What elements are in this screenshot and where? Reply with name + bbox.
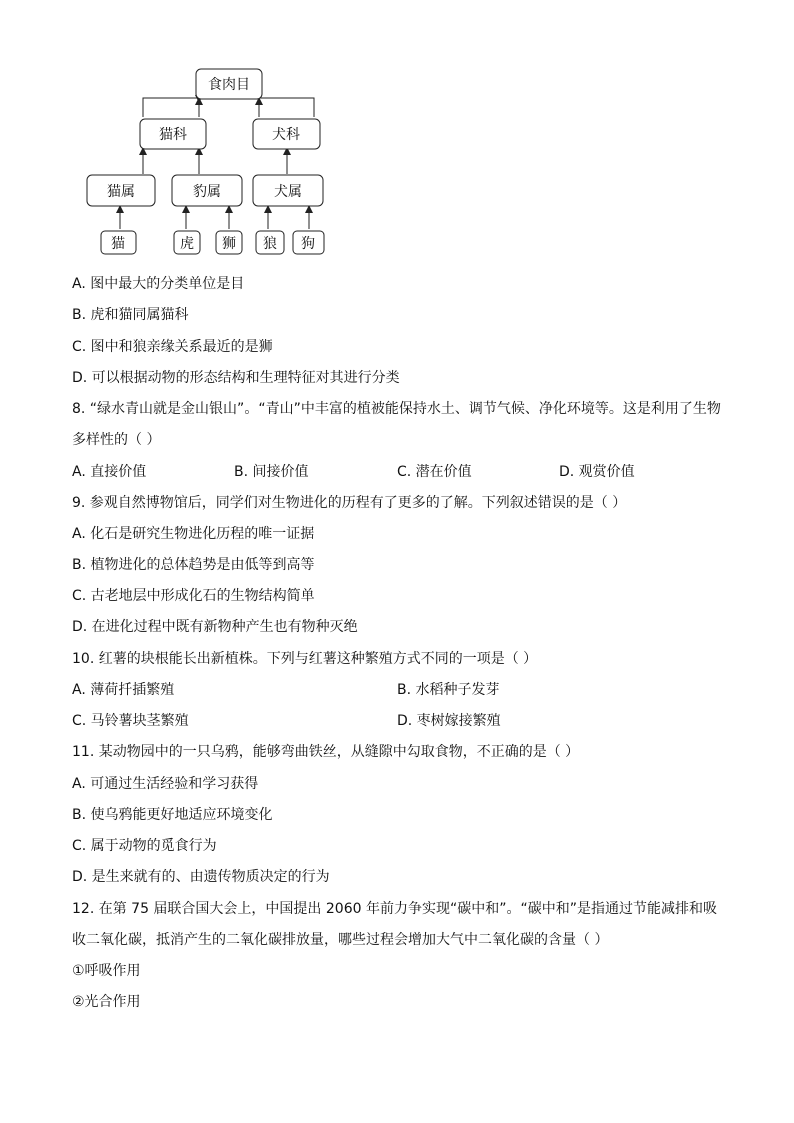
q10-option-b: B. 水稻种子发芽 <box>397 682 500 698</box>
q11-option-a: A. 可通过生活经验和学习获得 <box>72 776 259 792</box>
node-species-dog <box>293 231 324 254</box>
q8-stem-line1: 8. “绿水青山就是金山银山”。“青山”中丰富的植被能保持水土、调节气候、净化环境等。这是利用了生物 <box>72 401 721 417</box>
q11-stem: 11. 某动物园中的一只乌鸦，能够弯曲铁丝，从缝隙中勾取食物，不正确的是（ ） <box>72 744 580 760</box>
svg-text:犬科: 犬科 <box>272 127 300 143</box>
q9-option-b: B. 植物进化的总体趋势是由低等到高等 <box>72 557 315 573</box>
node-order <box>196 69 262 99</box>
q9-option-c: C. 古老地层中形成化石的生物结构简单 <box>72 588 315 604</box>
svg-text:猫: 猫 <box>111 236 125 252</box>
q9-option-d: D. 在进化过程中既有新物种产生也有物种灭绝 <box>72 619 358 635</box>
q12-item-2: ②光合作用 <box>72 994 141 1010</box>
q7-option-c: C. 图中和狼亲缘关系最近的是狮 <box>72 339 273 355</box>
q8-option-a: A. 直接价值 <box>72 464 147 480</box>
q12-stem-line1: 12. 在第 75 届联合国大会上，中国提出 2060 年前力争实现“碳中和”。“碳中和”是指通过节能减排和吸 <box>72 901 717 917</box>
edge-felidae-to-order <box>143 98 199 117</box>
q7-option-a: A. 图中最大的分类单位是目 <box>72 276 245 292</box>
svg-text:狮: 狮 <box>222 236 236 252</box>
q11-option-d: D. 是生来就有的、由遗传物质决定的行为 <box>72 869 330 885</box>
svg-text:虎: 虎 <box>180 236 194 252</box>
node-genus-canis <box>253 175 323 206</box>
q7-option-d: D. 可以根据动物的形态结构和生理特征对其进行分类 <box>72 370 400 386</box>
q10-option-a: A. 薄荷扦插繁殖 <box>72 682 175 698</box>
svg-text:狗: 狗 <box>301 236 315 252</box>
q10-option-c: C. 马铃薯块茎繁殖 <box>72 713 189 729</box>
node-family-canidae <box>253 119 320 149</box>
node-species-lion <box>216 231 242 254</box>
q8-option-b: B. 间接价值 <box>234 464 309 480</box>
q11-option-c: C. 属于动物的觅食行为 <box>72 838 217 854</box>
q8-stem-line2: 多样性的（ ） <box>72 432 161 448</box>
q7-option-b: B. 虎和猫同属猫科 <box>72 307 189 323</box>
svg-text:豹属: 豹属 <box>193 184 221 200</box>
q9-stem: 9. 参观自然博物馆后，同学们对生物进化的历程有了更多的了解。下列叙述错误的是（ ） <box>72 495 627 511</box>
node-species-tiger <box>174 231 200 254</box>
svg-text:猫属: 猫属 <box>107 184 135 200</box>
q10-option-d: D. 枣树嫁接繁殖 <box>397 713 501 729</box>
q12-item-1: ①呼吸作用 <box>72 963 141 979</box>
q9-option-a: A. 化石是研究生物进化历程的唯一证据 <box>72 526 315 542</box>
q8-option-c: C. 潜在价值 <box>397 464 472 480</box>
edge-canidae-to-order <box>259 98 314 117</box>
svg-text:犬属: 犬属 <box>274 184 302 200</box>
svg-text:狼: 狼 <box>263 236 277 252</box>
node-genus-panthera <box>172 175 242 206</box>
classification-diagram <box>0 0 794 260</box>
q11-option-b: B. 使乌鸦能更好地适应环境变化 <box>72 807 273 823</box>
q8-option-d: D. 观赏价值 <box>559 464 635 480</box>
node-genus-felis <box>87 175 155 206</box>
node-species-cat <box>101 231 136 254</box>
q10-stem: 10. 红薯的块根能长出新植株。下列与红薯这种繁殖方式不同的一项是（ ） <box>72 651 538 667</box>
node-family-felidae <box>140 119 206 149</box>
node-species-wolf <box>256 231 284 254</box>
q12-stem-line2: 收二氧化碳，抵消产生的二氧化碳排放量，哪些过程会增加大气中二氧化碳的含量（ ） <box>72 932 609 948</box>
svg-text:猫科: 猫科 <box>159 127 187 143</box>
svg-text:食肉目: 食肉目 <box>208 77 250 93</box>
